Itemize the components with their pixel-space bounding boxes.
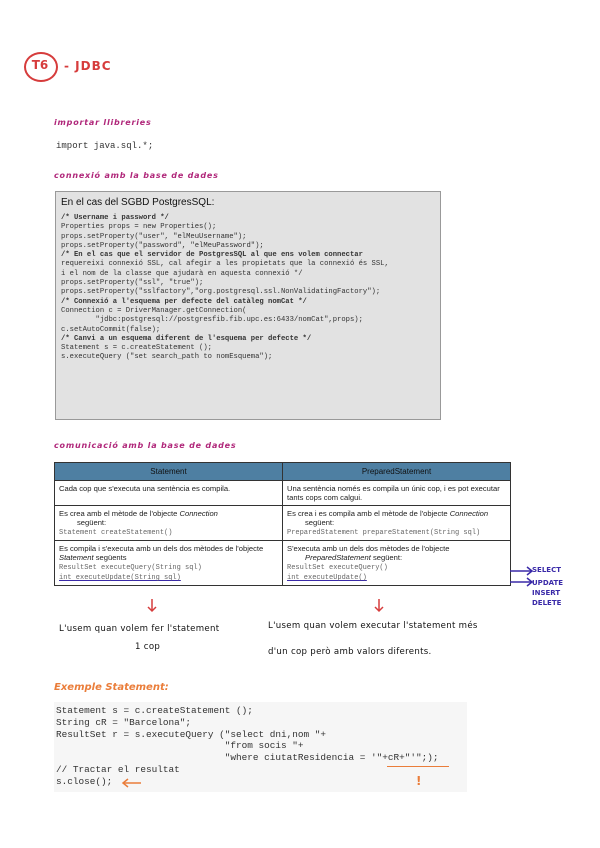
connection-code-line: Statement s = c.createStatement (); (61, 344, 212, 353)
connection-code-line: requereixi connexió SSL, cal afegir a les propietats que la connexió és SSL, (61, 260, 389, 269)
arrow-down-icon (146, 598, 158, 614)
communication-heading: comunicació amb la base de dades (54, 441, 237, 450)
connection-code-line: "jdbc:postgresql://postgresfib.fib.upc.es:6433/nomCat",props); (61, 316, 363, 325)
arrow-down-icon (373, 598, 385, 614)
example-code-line: // Tractar el resultat (56, 763, 180, 775)
note-left-line1: L'usem quan volem fer l'statement (59, 624, 220, 634)
example-code-line: String cR = "Barcelona"; (56, 716, 192, 728)
example-code-line: s.close(); (56, 775, 113, 787)
table-header-statement: Statement (55, 463, 283, 481)
connection-code-line: props.setProperty("sslfactory","org.postgresql.ssl.NonValidatingFactory"); (61, 288, 381, 297)
connection-code-line: /* Connexió a l'esquema per defecte del catàleg nomCat */ (61, 297, 307, 306)
note-update: UPDATE (532, 579, 564, 587)
example-underline (387, 766, 449, 767)
comparison-table (54, 462, 511, 586)
import-code: import java.sql.*; (56, 141, 154, 151)
note-left-line2: 1 cop (135, 642, 161, 652)
example-code-line: "where ciutatResidencia = '"+cR+"'";); (56, 752, 439, 764)
import-heading: importar llibreries (54, 118, 152, 127)
note-delete: DELETE (532, 599, 562, 607)
connection-code-line: props.setProperty("ssl", "true"); (61, 279, 204, 288)
example-mark: ! (416, 774, 422, 788)
connection-box-title: En el cas del SGBD PostgresSQL: (61, 197, 215, 208)
page-title: - JDBC (64, 59, 112, 73)
table-cell: Es crea amb el mètode de l'objecte Connection següent: Statement createStatement() (55, 506, 283, 541)
connection-code-line: /* Username i password */ (61, 214, 169, 222)
connection-code-line: s.executeQuery ("set search_path to nomEsquema"); (61, 353, 273, 362)
connection-code-line: Connection c = DriverManager.getConnection( (61, 306, 247, 315)
example-code-line: ResultSet r = s.executeQuery ("select dni,nom "+ (56, 728, 327, 740)
connection-code-box (55, 191, 441, 420)
note-insert: INSERT (532, 589, 561, 597)
connection-code-line: /* Canvi a un esquema diferent de l'esquema per defecte */ (61, 334, 312, 343)
connection-code-lines (61, 214, 389, 363)
connection-heading: connexió amb la base de dades (54, 171, 219, 180)
table-cell: S'executa amb un dels dos mètodes de l'objecte PreparedStatement següent: ResultSet executeQuery() int executeUpdate() (283, 541, 511, 586)
table-header-prepared: PreparedStatement (283, 463, 511, 481)
connection-code-line: props.setProperty("user", "elMeuUsername"); (61, 232, 247, 241)
note-right-line1: L'usem quan volem executar l'statement més (268, 621, 478, 631)
connection-code-line: /* En el cas que el servidor de PostgresSQL al que ens volem connectar (61, 251, 363, 260)
example-code-line: "from socis "+ (56, 740, 304, 752)
table-cell: Es crea i es compila amb el mètode de l'objecte Connection següent: PreparedStatement prepareStatement(String sql) (283, 506, 511, 541)
connection-code-line: Properties props = new Properties(); (61, 223, 217, 232)
table-cell: Una sentència només es compila un únic cop, i es pot executar tants cops com calgui. (283, 481, 511, 506)
connection-code-line: c.setAutoCommit(false); (61, 325, 161, 334)
note-select: SELECT (532, 566, 561, 574)
example-code-lines (56, 705, 439, 788)
example-heading: Exemple Statement: (54, 682, 169, 693)
table-cell: Cada cop que s'executa una sentència es compila. (55, 481, 283, 506)
example-code-line: Statement s = c.createStatement (); (56, 705, 253, 716)
title-number: T6 (31, 58, 49, 72)
connection-code-line: i el nom de la classe que ajudarà en aquesta connexió */ (61, 269, 303, 278)
table-cell: Es compila i s'executa amb un dels dos mètodes de l'objecte Statement següents ResultSet executeQuery(String sql) int executeUpdate(String sql) (55, 541, 283, 586)
arrow-left-icon (120, 777, 142, 789)
connection-code-line: props.setProperty("password", "elMeuPassword"); (61, 241, 264, 250)
note-right-line2: d'un cop però amb valors diferents. (268, 647, 432, 657)
